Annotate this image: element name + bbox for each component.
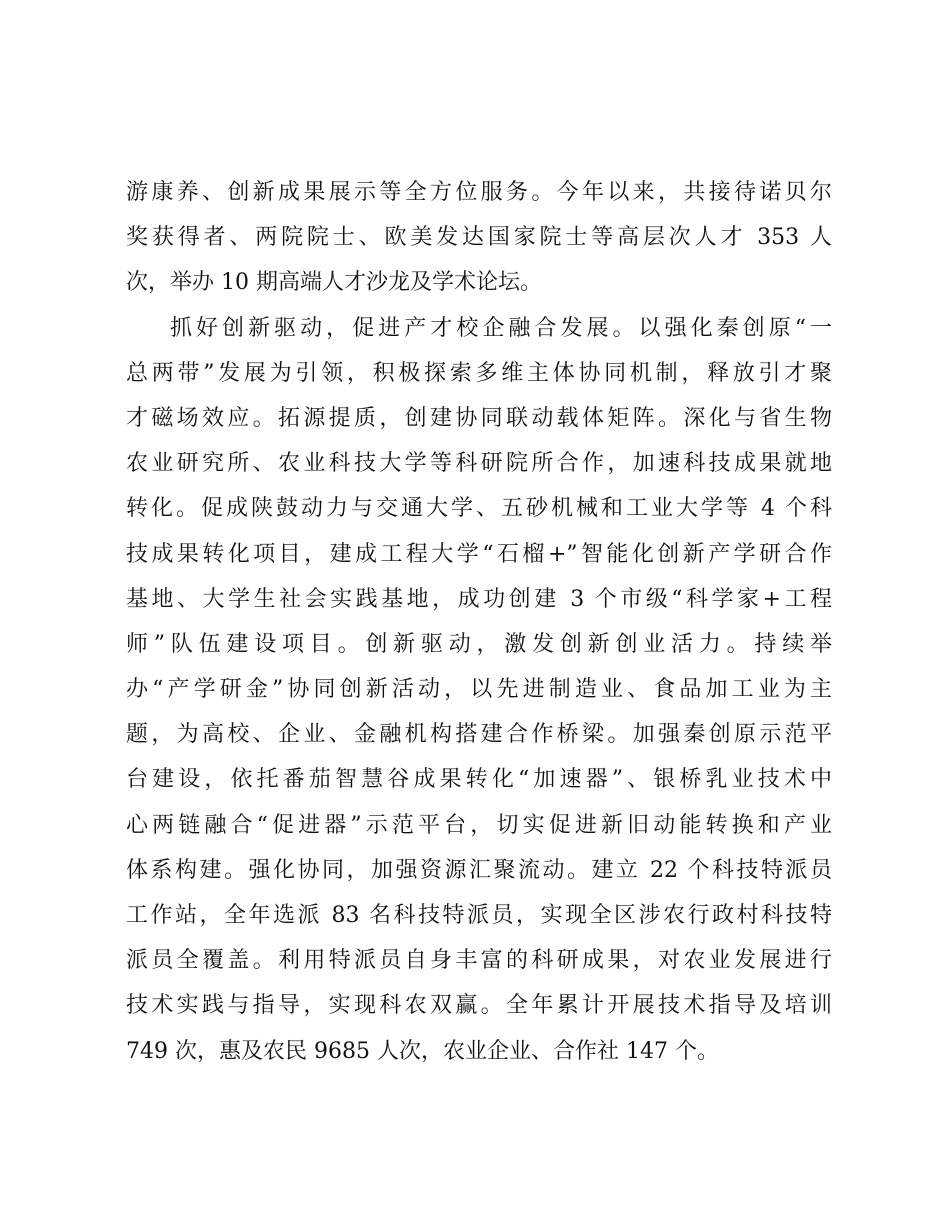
paragraph-line: 才磁场效应。拓源提质，创建协同联动载体矩阵。深化与省生物 xyxy=(126,405,832,431)
paragraph-line: 749 次，惠及农民 9685 人次，农业企业、合作社 147 个。 xyxy=(126,1038,719,1064)
paragraph-line: 技成果转化项目，建成工程大学“石榴+”智能化创新产学研合作 xyxy=(126,541,832,567)
paragraph-line: 师”队伍建设项目。创新驱动，激发创新创业活力。持续举 xyxy=(126,631,832,657)
paragraph-line: 台建设，依托番茄智慧谷成果转化“加速器”、银桥乳业技术中 xyxy=(126,767,832,793)
paragraph-line: 转化。促成陕鼓动力与交通大学、五砂机械和工业大学等 4 个科 xyxy=(126,496,832,522)
paragraph-line: 游康养、创新成果展示等全方位服务。今年以来，共接待诺贝尔 xyxy=(126,180,832,205)
paragraph-line: 总两带”发展为引领，积极探索多维主体协同机制，释放引才聚 xyxy=(126,360,832,386)
paragraph-line: 办“产学研金”协同创新活动，以先进制造业、食品加工业为主 xyxy=(126,677,832,703)
paragraph-line: 派员全覆盖。利用特派员自身丰富的科研成果，对农业发展进行 xyxy=(126,948,832,974)
paragraph-line: 心两链融合“促进器”示范平台，切实促进新旧动能转换和产业 xyxy=(126,812,832,838)
paragraph-line: 题，为高校、企业、金融机构搭建合作桥梁。加强秦创原示范平 xyxy=(126,722,832,748)
paragraph-line: 体系构建。强化协同，加强资源汇聚流动。建立 22 个科技特派员 xyxy=(126,857,832,883)
paragraph-line: 基地、大学生社会实践基地，成功创建 3 个市级“科学家+工程 xyxy=(126,586,832,612)
paragraph-line: 工作站，全年选派 83 名科技特派员，实现全区涉农行政村科技特 xyxy=(126,903,832,928)
paragraph-line: 次，举办 10 期高端人才沙龙及学术论坛。 xyxy=(126,270,542,296)
paragraph-line: 技术实践与指导，实现科农双赢。全年累计开展技术指导及培训 xyxy=(126,993,832,1019)
paragraph-line: 农业研究所、农业科技大学等科研院所合作，加速科技成果就地 xyxy=(126,451,832,477)
paragraph-line: 抓好创新驱动，促进产才校企融合发展。以强化秦创原“一 xyxy=(170,315,832,341)
body-text xyxy=(126,170,832,1074)
paragraph-line: 奖获得者、两院院士、欧美发达国家院士等高层次人才 353 人 xyxy=(126,225,832,251)
